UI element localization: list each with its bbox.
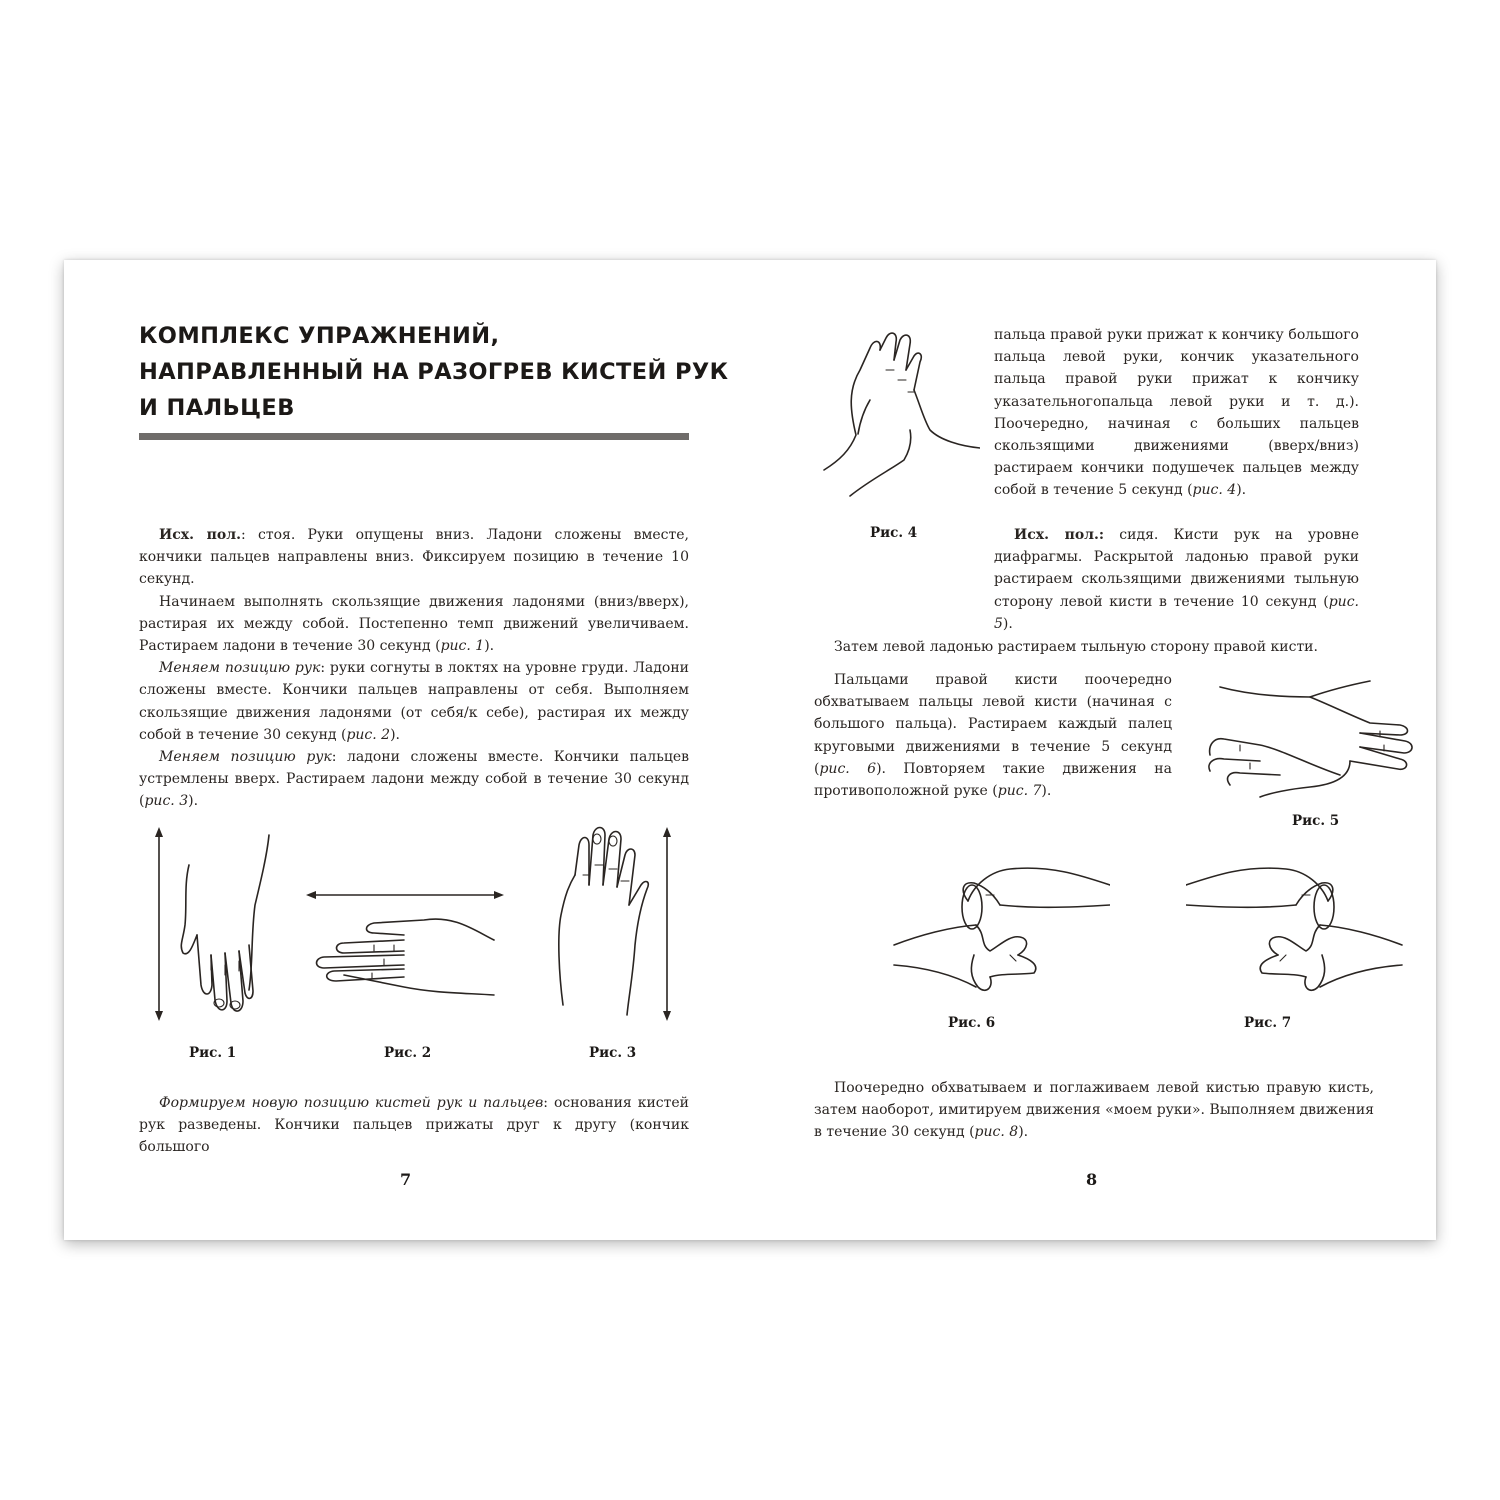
rp2-text: сидя. Кисти рук на уровне диафрагмы. Раскрытой ладонью правой руки растираем скользящими движениями тыльную сторону левой кисти в течение 10 секунд (: [994, 527, 1359, 610]
fig-ref-8: рис. 8: [974, 1124, 1019, 1141]
paragraph-continuation: [994, 324, 1359, 502]
p1-text: : стоя. Руки опущены вниз. Ладони сложены вместе, кончики пальцев направлены вниз. Фиксируем позицию в течение 10 секунд.: [139, 527, 689, 588]
title-line-3: И ПАЛЬЦЕВ: [139, 395, 295, 421]
p3-end: ).: [390, 726, 401, 743]
left-body-text: [139, 524, 689, 813]
p4-end: ).: [188, 793, 199, 810]
fingertips-together-illustration: [820, 330, 980, 500]
label-initial-position: Исх. пол.: [159, 527, 241, 543]
p5-italic: Формируем новую позицию кистей рук и пальцев: [159, 1095, 544, 1111]
p5-text: : основания кистей рук разведены. Кончики пальцев прижаты друг к другу (кончик большого: [139, 1095, 690, 1156]
paragraph-new-position: [139, 1092, 689, 1159]
paragraph-rubbing: [139, 591, 689, 658]
figure-7: [1186, 855, 1406, 1031]
paragraph-initial-position: [139, 524, 689, 591]
fig-ref-5: рис. 5: [994, 593, 1359, 632]
fig2-caption: Рис. 2: [384, 1045, 432, 1061]
fig1-caption: Рис. 1: [189, 1045, 237, 1061]
fig4-caption: Рис. 4: [870, 525, 918, 541]
paragraph-change-position-2: [139, 746, 689, 813]
right-page: [750, 260, 1436, 1240]
right-bottom-text: [814, 1077, 1374, 1144]
rp4-mid: ). Повторяем такие движения на противоположной руке (: [814, 760, 1172, 800]
rp1-text: пальца правой руки прижат к кончику большого пальца левой руки, кончик указательного пальца правой руки прижат к кончику указательногопальца левой руки и т. д.). Поочередно, начиная с больших пальцев скользящими движениями (вверх/вниз) растираем кончики подушечек пальцев между собой в течение 5 секунд (: [994, 327, 1359, 499]
rp2-end: ).: [1002, 615, 1013, 632]
left-bottom-text: [139, 1092, 689, 1159]
fig-ref-2: рис. 2: [346, 726, 391, 743]
hands-up-illustration: [549, 825, 679, 1025]
page-number-left: 7: [400, 1170, 412, 1189]
paragraph-left-palm: [814, 636, 1374, 658]
fig7-caption: Рис. 7: [1244, 1015, 1292, 1031]
label-initial-position-2: Исх. пол.:: [1014, 527, 1105, 543]
title-underline: [139, 433, 689, 440]
section-title: [139, 318, 729, 426]
rp4-text: Пальцами правой кисти поочередно обхватываем пальцы левой кисти (начиная с большого пальца). Растираем каждый палец круговыми движениями в течение 5 секунд (: [814, 672, 1172, 777]
fig3-caption: Рис. 3: [589, 1045, 637, 1061]
fig6-caption: Рис. 6: [948, 1015, 996, 1031]
figure-4: [820, 330, 980, 541]
paragraph-wash-hands: [814, 1077, 1374, 1144]
fig-ref-7: рис. 7: [997, 783, 1042, 800]
right-top-text: [994, 324, 1359, 502]
fig-ref-3: рис. 3: [144, 793, 189, 810]
finger-wrap-illustration-a: [890, 855, 1110, 1005]
figure-2: [304, 885, 504, 1061]
p2-end: ).: [484, 638, 495, 655]
rp4-end: ).: [1041, 783, 1052, 800]
figure-1: [149, 825, 279, 1061]
page-number-right: 8: [1086, 1170, 1098, 1189]
figure-3: [549, 825, 679, 1061]
title-line-2: НАПРАВЛЕННЫЙ НА РАЗОГРЕВ КИСТЕЙ РУК: [139, 359, 729, 385]
figure-6: [890, 855, 1110, 1031]
right-initial-position-text: [994, 524, 1359, 635]
left-page: [64, 260, 750, 1240]
palm-over-back-illustration: [1200, 675, 1420, 805]
paragraph-change-position-1: [139, 657, 689, 746]
paragraph-finger-rub: [814, 669, 1172, 802]
hands-down-illustration: [149, 825, 279, 1025]
rp5-text: Поочередно обхватываем и поглаживаем левой кистью правую кисть, затем наоборот, имитируем движения «моем руки». Выполняем движения в течение 30 секунд (: [814, 1080, 1374, 1141]
finger-wrap-illustration-b: [1186, 855, 1406, 1005]
book-spread: [64, 260, 1436, 1240]
hands-forward-illustration: [304, 885, 504, 1015]
figure-5: [1200, 675, 1420, 829]
fig-ref-1: рис. 1: [440, 638, 485, 655]
rp1-end: ).: [1236, 482, 1247, 499]
fig-ref-6: рис. 6: [819, 760, 877, 777]
p4-text: : ладони сложены вместе. Кончики пальцев устремлены вверх. Растираем ладони между собой в течение 30 секунд (: [139, 749, 689, 810]
p3-text: : руки согнуты в локтях на уровне груди. Ладони сложены вместе. Кончики пальцев направлены от себя. Выполняем скользящие движения ладонями (от себя/к себе), растирая их между собой в течение 30 секунд (: [139, 660, 689, 743]
p3-italic: Меняем позицию рук: [159, 660, 321, 677]
fig5-caption: Рис. 5: [1292, 813, 1340, 829]
rp3-text: Затем левой ладонью растираем тыльную сторону правой кисти.: [834, 639, 1318, 655]
p4-italic: Меняем позицию рук: [159, 749, 332, 766]
p2-text: Начинаем выполнять скользящие движения ладонями (вниз/вверх), растирая их между собой. Постепенно темп движений увеличиваем. Растираем ладони в течение 30 секунд (: [139, 593, 689, 655]
fig-ref-4: рис. 4: [1192, 482, 1237, 499]
right-full-width-text: [814, 636, 1374, 658]
title-line-1: КОМПЛЕКС УПРАЖНЕНИЙ,: [139, 323, 500, 349]
paragraph-seated: [994, 524, 1359, 635]
right-middle-text: [814, 669, 1172, 802]
rp5-end: ).: [1018, 1124, 1029, 1141]
